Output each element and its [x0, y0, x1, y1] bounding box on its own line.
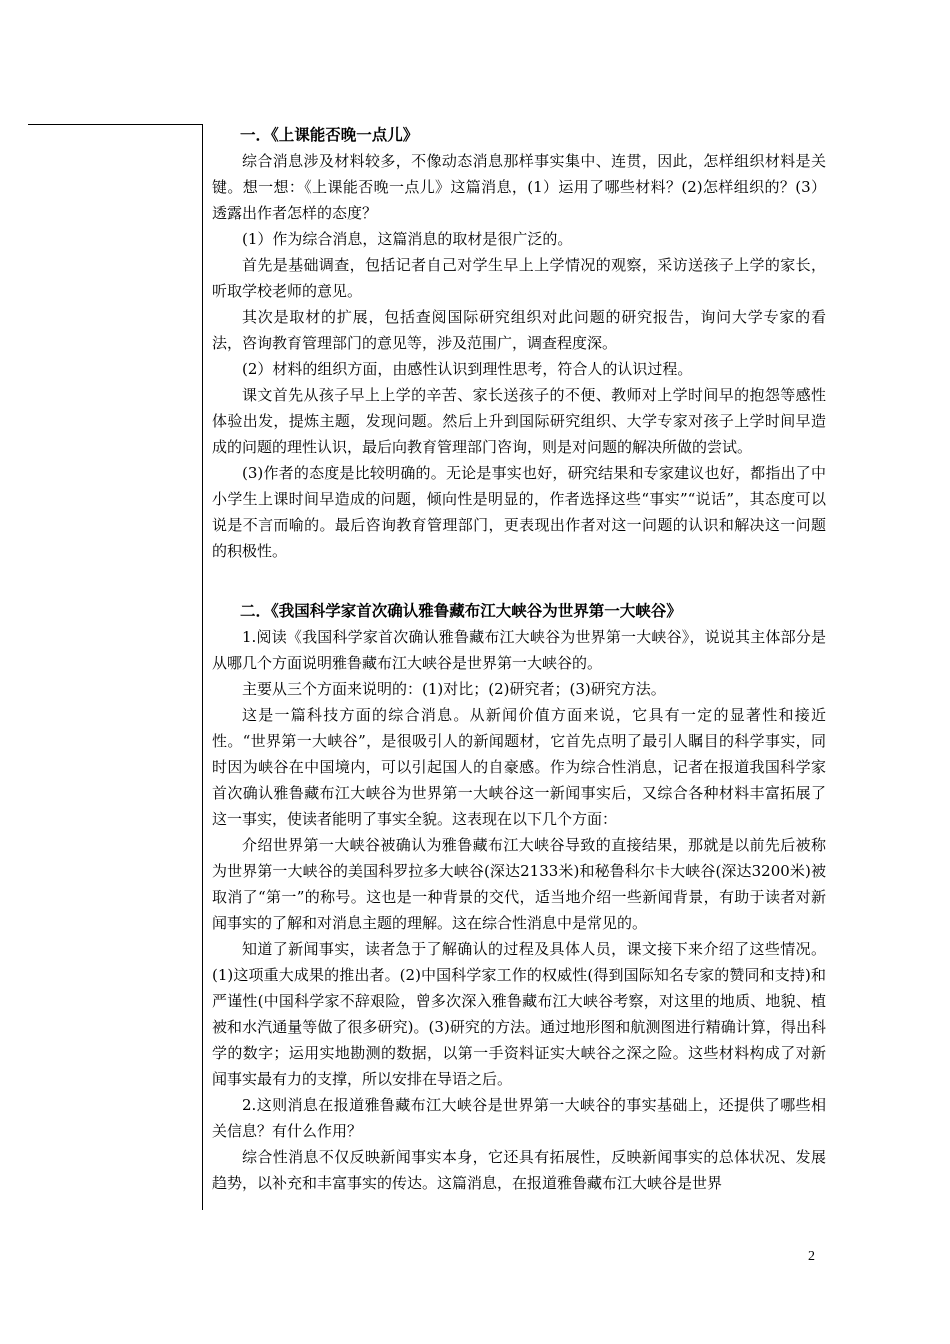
section-2-paragraph: 2.这则消息在报道雅鲁藏布江大峡谷是世界第一大峡谷的事实基础上，还提供了哪些相关信息？有什么作用？: [212, 1096, 826, 1140]
page-number: 2: [808, 1249, 815, 1264]
document-body: [212, 122, 826, 1196]
section-2-paragraph: 知道了新闻事实，读者急于了解确认的过程及具体人员，课文接下来介绍了这些情况。(1)这项重大成果的推出者。(2)中国科学家工作的权威性(得到国际知名专家的赞同和支持)和严谨性(中国科学家不辞艰险，曾多次深入雅鲁藏布江大峡谷考察，对这里的地质、地貌、植被和水汽通量等做了很多研究)。(3)研究的方法。通过地形图和航测图进行精确计算，得出科学的数字；运用实地勘测的数据，以第一手资料证实大峡谷之深之险。这些材料构成了对新闻事实最有力的支撑，所以安排在导语之后。: [212, 940, 826, 1088]
section-1-paragraph: 综合消息涉及材料较多，不像动态消息那样事实集中、连贯，因此，怎样组织材料是关键。想一想：《上课能否晚一点儿》这篇消息，(1）运用了哪些材料？(2)怎样组织的？(3）透露出作者怎样的态度？: [212, 152, 826, 222]
section-1-paragraph: (1）作为综合消息，这篇消息的取材是很广泛的。: [242, 230, 573, 248]
section-2-paragraph: 综合性消息不仅反映新闻事实本身，它还具有拓展性，反映新闻事实的总体状况、发展趋势，以补充和丰富事实的传达。这篇消息，在报道雅鲁藏布江大峡谷是世界: [212, 1148, 826, 1192]
section-2-title: 二．《我国科学家首次确认雅鲁藏布江大峡谷为世界第一大峡谷》: [240, 602, 682, 620]
section-2-paragraph: 主要从三个方面来说明的：(1)对比；(2)研究者；(3)研究方法。: [242, 680, 666, 698]
section-2-paragraph: 1.阅读《我国科学家首次确认雅鲁藏布江大峡谷为世界第一大峡谷》，说说其主体部分是从哪几个方面说明雅鲁藏布江大峡谷是世界第一大峡谷的。: [212, 628, 826, 672]
section-2-paragraph: 这是一篇科技方面的综合消息。从新闻价值方面来说，它具有一定的显著性和接近性。“世界第一大峡谷”，是很吸引人的新闻题材，它首先点明了最引人瞩目的科学事实，同时因为峡谷在中国境内，可以引起国人的自豪感。作为综合性消息，记者在报道我国科学家首次确认雅鲁藏布江大峡谷为世界第一大峡谷这一新闻事实后，又综合各种材料丰富拓展了这一事实，使读者能明了事实全貌。这表现在以下几个方面：: [212, 706, 826, 828]
section-1-paragraph: 首先是基础调查，包括记者自己对学生早上上学情况的观察，采访送孩子上学的家长，听取学校老师的意见。: [212, 256, 826, 300]
section-1-paragraph: 其次是取材的扩展，包括查阅国际研究组织对此问题的研究报告，询问大学专家的看法，咨询教育管理部门的意见等，涉及范围广，调查程度深。: [212, 308, 826, 352]
margin-rule: [202, 124, 203, 1210]
section-1-paragraph: (3)作者的态度是比较明确的。无论是事实也好，研究结果和专家建议也好，都指出了中小学生上课时间早造成的问题，倾向性是明显的，作者选择这些“事实”“说话”，其态度可以说是不言而喻的。最后咨询教育管理部门，更表现出作者对这一问题的认识和解决这一问题的积极性。: [212, 464, 826, 560]
section-2-paragraph: 介绍世界第一大峡谷被确认为雅鲁藏布江大峡谷导致的直接结果，那就是以前先后被称为世界第一大峡谷的美国科罗拉多大峡谷(深达2133米)和秘鲁科尔卡大峡谷(深达3200米)被取消了“第一”的称号。这也是一种背景的交代，适当地介绍一些新闻背景，有助于读者对新闻事实的了解和对消息主题的理解。这在综合性消息中是常见的。: [212, 836, 826, 932]
section-1-title: 一．《上课能否晚一点儿》: [240, 126, 419, 144]
header-rule: [28, 124, 202, 125]
section-1-paragraph: 课文首先从孩子早上上学的辛苦、家长送孩子的不便、教师对上学时间早的抱怨等感性体验出发，提炼主题，发现问题。然后上升到国际研究组织、大学专家对孩子上学时间早造成的问题的理性认识，最后向教育管理部门咨询，则是对问题的解决所做的尝试。: [212, 386, 826, 456]
section-spacer: [212, 564, 826, 590]
section-1-paragraph: (2）材料的组织方面，由感性认识到理性思考，符合人的认识过程。: [242, 360, 693, 378]
